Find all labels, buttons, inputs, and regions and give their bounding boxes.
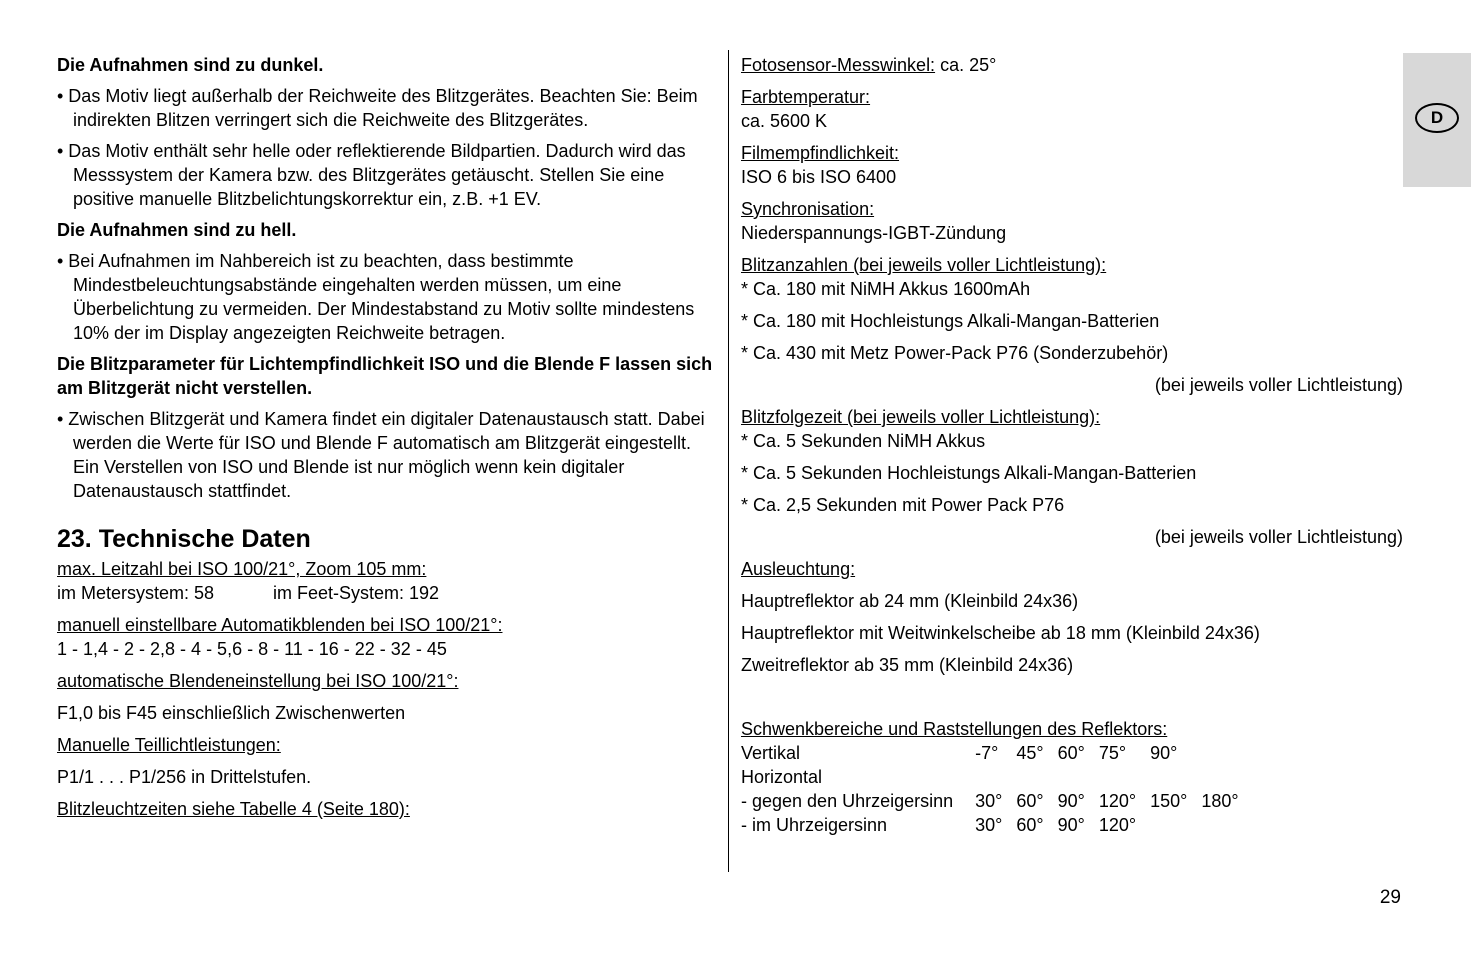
flash-count-item: * Ca. 180 mit NiMH Akkus 1600mAh bbox=[741, 279, 1031, 299]
coverage-item: Zweitreflektor ab 35 mm (Kleinbild 24x36) bbox=[741, 655, 1074, 675]
column-divider bbox=[728, 50, 729, 872]
flash-count-note: (bei jeweils voller Lichtleistung) bbox=[1154, 375, 1403, 395]
swivel-row-label: Horizontal bbox=[741, 767, 823, 787]
swivel-label: Schwenkbereiche und Raststellungen des Reflektors: bbox=[741, 719, 1168, 739]
sync-value: Niederspannungs-IGBT-Zündung bbox=[741, 223, 1007, 243]
swivel-angle bbox=[1099, 765, 1150, 789]
guide-number-feet: im Feet-System: 192 bbox=[273, 583, 440, 603]
coverage-label: Ausleuchtung: bbox=[741, 559, 856, 579]
partial-output-value: P1/1 . . . P1/256 in Drittelstufen. bbox=[57, 767, 312, 787]
flash-duration-label: Blitzleuchtzeiten siehe Tabelle 4 (Seite 180): bbox=[57, 799, 410, 819]
swivel-angle: 120° bbox=[1098, 815, 1137, 835]
swivel-angle: 30° bbox=[975, 815, 1003, 835]
color-temp-value: ca. 5600 K bbox=[741, 111, 828, 131]
swivel-angle bbox=[1150, 765, 1201, 789]
heading-too-dark: Die Aufnahmen sind zu dunkel. bbox=[57, 55, 324, 75]
right-column bbox=[741, 53, 1403, 837]
section-title: 23. Technische Daten bbox=[57, 525, 311, 553]
swivel-row bbox=[741, 813, 1253, 837]
swivel-angle: 90° bbox=[1150, 743, 1178, 763]
swivel-angle bbox=[1150, 813, 1201, 837]
swivel-angle bbox=[1016, 765, 1057, 789]
swivel-row-label: - gegen den Uhrzeigersinn bbox=[741, 791, 954, 811]
swivel-angle: 120° bbox=[1098, 791, 1137, 811]
guide-number-meter: im Metersystem: 58 bbox=[57, 583, 215, 603]
sync-label: Synchronisation: bbox=[741, 199, 875, 219]
apertures-label: manuell einstellbare Automatikblenden bei ISO 100/21°: bbox=[57, 615, 503, 635]
swivel-angle: 60° bbox=[1057, 743, 1085, 763]
swivel-row-label: Vertikal bbox=[741, 743, 801, 763]
swivel-row-label: - im Uhrzeigersinn bbox=[741, 815, 888, 835]
bullet-range: • Das Motiv liegt außerhalb der Reichweite des Blitzgerätes. Beachten Sie: Beim indirekten Blitzen verringert sich die Reichweite des Blitzgerätes. bbox=[57, 86, 698, 130]
swivel-angle: 90° bbox=[1057, 791, 1085, 811]
sensor-angle-label: Fotosensor-Messwinkel: bbox=[741, 55, 936, 75]
heading-iso-aperture: Die Blitzparameter für Lichtempfindlichkeit ISO und die Blende F lassen sich am Blitzgerät nicht verstellen. bbox=[57, 354, 713, 398]
recycle-time-note: (bei jeweils voller Lichtleistung) bbox=[1154, 527, 1403, 547]
flash-count-label: Blitzanzahlen (bei jeweils voller Lichtleistung): bbox=[741, 255, 1107, 275]
swivel-angle: 90° bbox=[1057, 815, 1085, 835]
auto-aperture-label: automatische Blendeneinstellung bei ISO 100/21°: bbox=[57, 671, 459, 691]
auto-aperture-value: F1,0 bis F45 einschließlich Zwischenwerten bbox=[57, 703, 406, 723]
sensor-angle-value: ca. 25° bbox=[935, 55, 997, 75]
guide-number-values bbox=[57, 581, 719, 605]
flash-count-item: * Ca. 430 mit Metz Power-Pack P76 (Sonderzubehör) bbox=[741, 343, 1169, 363]
recycle-time-label: Blitzfolgezeit (bei jeweils voller Lichtleistung): bbox=[741, 407, 1101, 427]
film-speed-value: ISO 6 bis ISO 6400 bbox=[741, 167, 897, 187]
left-column bbox=[57, 53, 719, 829]
swivel-angle: 60° bbox=[1016, 791, 1044, 811]
swivel-angle: 60° bbox=[1016, 815, 1044, 835]
swivel-angle bbox=[1201, 741, 1252, 765]
partial-output-label: Manuelle Teillichtleistungen: bbox=[57, 735, 281, 755]
recycle-time-item: * Ca. 5 Sekunden NiMH Akkus bbox=[741, 431, 986, 451]
swivel-row bbox=[741, 741, 1253, 765]
flash-count-item: * Ca. 180 mit Hochleistungs Alkali-Mangan-Batterien bbox=[741, 311, 1160, 331]
swivel-angle: 150° bbox=[1150, 791, 1188, 811]
bullet-reflective: • Das Motiv enthält sehr helle oder reflektierende Bildpartien. Dadurch wird das Messsystem der Kamera bzw. des Blitzgerätes getäuscht. Stellen Sie eine positive manuelle Blitzbelichtungskorrektur ein, z.B. +1 EV. bbox=[57, 141, 686, 209]
film-speed-label: Filmempfindlichkeit: bbox=[741, 143, 900, 163]
bullet-data-exchange: • Zwischen Blitzgerät und Kamera findet ein digitaler Datenaustausch statt. Dabei werden die Werte für ISO und Blende F automatisch am Blitzgerät eingestellt. Ein Verstellen von ISO und Blende ist nur möglich wenn kein digitaler Datenaustausch stattfindet. bbox=[57, 409, 705, 501]
language-badge: D bbox=[1415, 103, 1459, 133]
apertures-values: 1 - 1,4 - 2 - 2,8 - 4 - 5,6 - 8 - 11 - 16 - 22 - 32 - 45 bbox=[57, 639, 447, 659]
heading-too-bright: Die Aufnahmen sind zu hell. bbox=[57, 220, 297, 240]
swivel-angle: 30° bbox=[975, 791, 1003, 811]
swivel-angle bbox=[1201, 765, 1252, 789]
language-tab bbox=[1403, 53, 1471, 187]
coverage-item: Hauptreflektor ab 24 mm (Kleinbild 24x36) bbox=[741, 591, 1079, 611]
page-number: 29 bbox=[1379, 887, 1401, 908]
recycle-time-item: * Ca. 5 Sekunden Hochleistungs Alkali-Mangan-Batterien bbox=[741, 463, 1197, 483]
swivel-table bbox=[741, 741, 1253, 837]
bullet-close-range: • Bei Aufnahmen im Nahbereich ist zu beachten, dass bestimmte Mindestbeleuchtungsabstände eingehalten werden müssen, um eine Überbelichtung zu vermeiden. Der Mindestabstand zu Motiv sollte mindestens 10% der im Display angezeigten Reichweite betragen. bbox=[57, 251, 695, 343]
guide-number-label: max. Leitzahl bei ISO 100/21°, Zoom 105 mm: bbox=[57, 559, 427, 579]
coverage-item: Hauptreflektor mit Weitwinkelscheibe ab 18 mm (Kleinbild 24x36) bbox=[741, 623, 1260, 643]
swivel-angle bbox=[975, 765, 1016, 789]
swivel-angle bbox=[1058, 765, 1099, 789]
swivel-row bbox=[741, 765, 1253, 789]
swivel-angle: -7° bbox=[975, 743, 999, 763]
color-temp-label: Farbtemperatur: bbox=[741, 87, 871, 107]
swivel-angle: 75° bbox=[1098, 743, 1127, 763]
swivel-angle: 180° bbox=[1201, 791, 1239, 811]
sensor-angle bbox=[741, 53, 1403, 77]
swivel-row bbox=[741, 789, 1253, 813]
recycle-time-item: * Ca. 2,5 Sekunden mit Power Pack P76 bbox=[741, 495, 1065, 515]
swivel-angle: 45° bbox=[1016, 743, 1044, 763]
swivel-angle bbox=[1201, 813, 1252, 837]
